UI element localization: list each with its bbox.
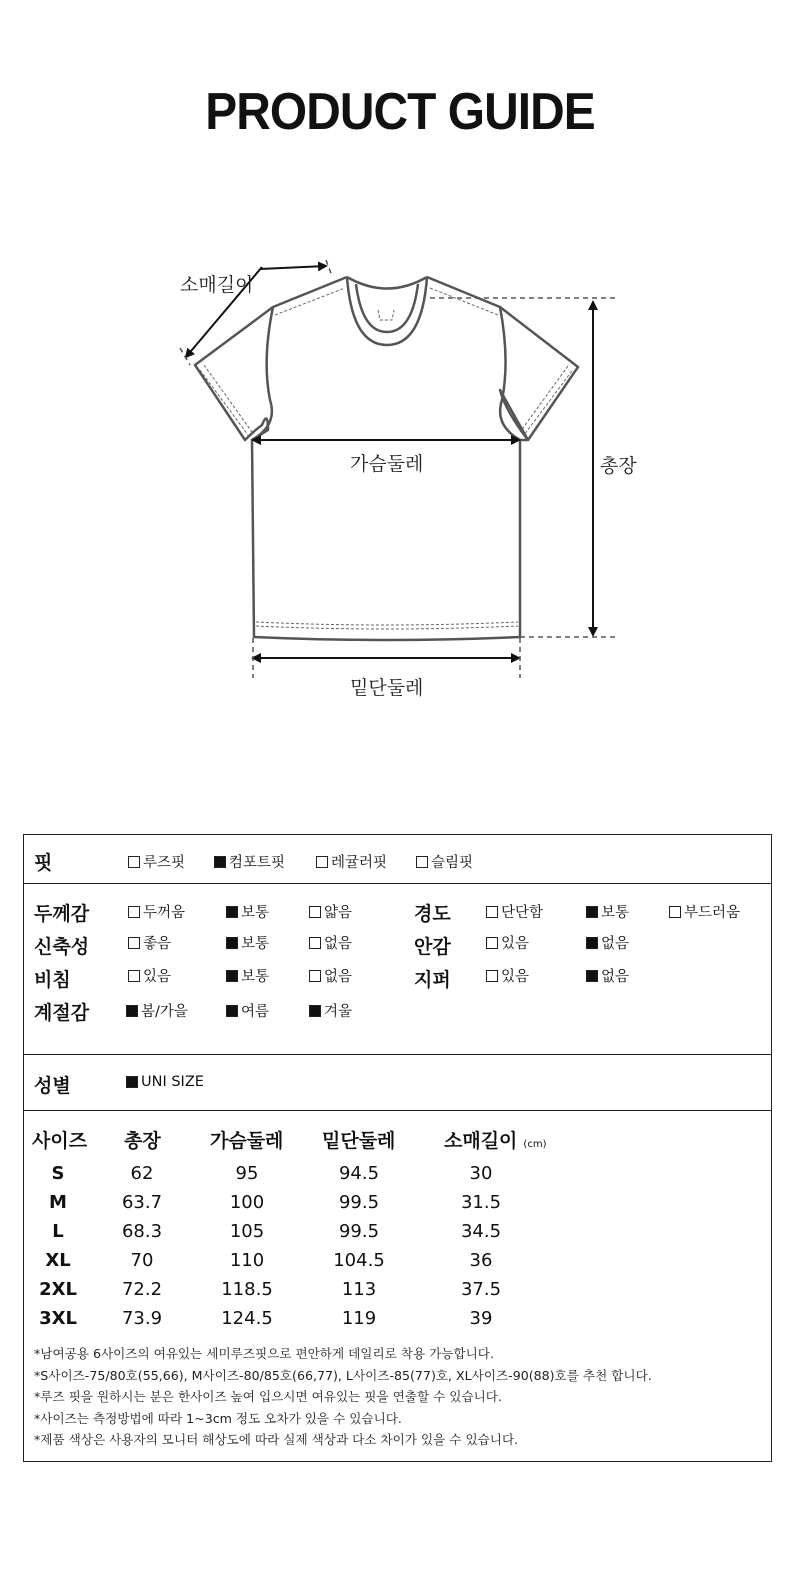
transparency-label: 비침 [34, 969, 71, 991]
attr-option: 보통 [226, 901, 269, 922]
attr-option: 단단함 [486, 901, 543, 922]
header-length: 총장 [124, 1130, 161, 1152]
header-hem: 밑단둘레 [322, 1130, 396, 1152]
attr-option: 얇음 [309, 901, 352, 922]
fit-option-slim: 슬림핏 [416, 851, 473, 872]
fit-checkbox-comfort [214, 856, 226, 868]
fit-checkbox-loose [128, 856, 140, 868]
attr-option: 여름 [226, 1000, 269, 1021]
attr-option: 두꺼움 [128, 901, 185, 922]
attr-option: 보통 [226, 965, 269, 986]
note-line: *S사이즈-75/80호(55,66), M사이즈-80/85호(66,77), L사이즈-85(77)호, XL사이즈-90(88)호를 추천 합니다. [34, 1367, 652, 1383]
zipper-label: 지퍼 [414, 969, 451, 991]
attr-option: 없음 [586, 932, 629, 953]
thickness-label: 두께감 [34, 903, 90, 925]
page-title: PRODUCT GUIDE [205, 83, 595, 141]
lining-label: 안감 [414, 936, 451, 958]
elasticity-label: 신축성 [34, 936, 90, 958]
fit-checkbox-slim [416, 856, 428, 868]
fit-option-regular: 레귤러핏 [316, 851, 387, 872]
fit-label: 핏 [34, 852, 53, 874]
gender-option: UNI SIZE [126, 1074, 204, 1090]
sleeve-length-label: 소매길이 [180, 274, 254, 296]
note-line: *남여공용 6사이즈의 여유있는 세미루즈핏으로 편안하게 데일리로 착용 가능합니다. [34, 1346, 494, 1361]
total-length-label: 총장 [600, 455, 637, 477]
header-sleeve: 소매길이 (cm) [444, 1130, 547, 1152]
attr-option: 좋음 [128, 932, 171, 953]
fit-option-loose: 루즈핏 [128, 851, 185, 872]
attr-option: 없음 [309, 932, 352, 953]
attr-option: 없음 [586, 965, 629, 986]
attr-option: 있음 [128, 965, 171, 986]
chest-label: 가슴둘레 [350, 453, 424, 475]
note-line: *제품 색상은 사용자의 모니터 해상도에 따라 실제 색상과 다소 차이가 있을 수 있습니다. [34, 1432, 519, 1447]
attr-option: 부드러움 [669, 901, 740, 922]
attr-option: 겨울 [309, 1000, 352, 1021]
attr-option: 보통 [586, 901, 629, 922]
unit-label: (cm) [523, 1139, 547, 1150]
note-line: *루즈 핏을 원하시는 분은 한사이즈 높여 입으시면 여유있는 핏을 연출할 수 있습니다. [34, 1389, 502, 1404]
note-line: *사이즈는 측정방법에 따라 1~3cm 정도 오차가 있을 수 있습니다. [34, 1410, 402, 1426]
product-info-box: 핏 루즈핏 컴포트핏 레귤러핏 슬림핏 두께감 두꺼움 보통 얇음 신축성 좋음 보통 없음 비침 있음 보통 없음 계절감 봄/가을 여름 겨울 경도 단단함 보통 부드러움 안감 있음 없음 지퍼 있음 없음 성별 UNI SIZE 사이즈 총장 가슴둘레 밑단둘레 소매길이 (cm) S 62 95 94.5 30 M 63.7 100 99.5 31.5 L 68.3 105 99.5 34.5 XL 70 110 104.5 36 2XL 72.2 118.5 113 37.5 3XL 73.9 124.5 119 39 *남여공용 6사이즈의 여유있는 세미루즈핏으로 편안하게 데일리로 착용 가능합니다. *S사이즈-75/80호(55,66), M사이즈-80/85호(66,77), L사이즈-85(77)호, XL사이즈-90(88)호를 추천 합니다. *루즈 핏을 원하시는 분은 한사이즈 높여 입으시면 여유있는 핏을 연출할 수 있습니다. *사이즈는 측정방법에 따라 1~3cm 정도 오차가 있을 수 있습니다. *제품 색상은 사용자의 모니터 해상도에 따라 실제 색상과 다소 차이가 있을 수 있습니다. [23, 834, 772, 1462]
attr-option: 없음 [309, 965, 352, 986]
gender-label: 성별 [34, 1075, 71, 1097]
fit-option-comfort: 컴포트핏 [214, 851, 285, 872]
fit-checkbox-regular [316, 856, 328, 868]
attr-option: 봄/가을 [126, 1000, 188, 1021]
attr-option: 보통 [226, 932, 269, 953]
header-chest: 가슴둘레 [210, 1130, 284, 1152]
hardness-label: 경도 [414, 903, 451, 925]
attr-option: 있음 [486, 965, 529, 986]
size-notes [34, 1343, 652, 1451]
header-size: 사이즈 [32, 1130, 88, 1152]
attr-option: 있음 [486, 932, 529, 953]
hem-label: 밑단둘레 [350, 677, 424, 699]
season-label: 계절감 [34, 1002, 90, 1024]
